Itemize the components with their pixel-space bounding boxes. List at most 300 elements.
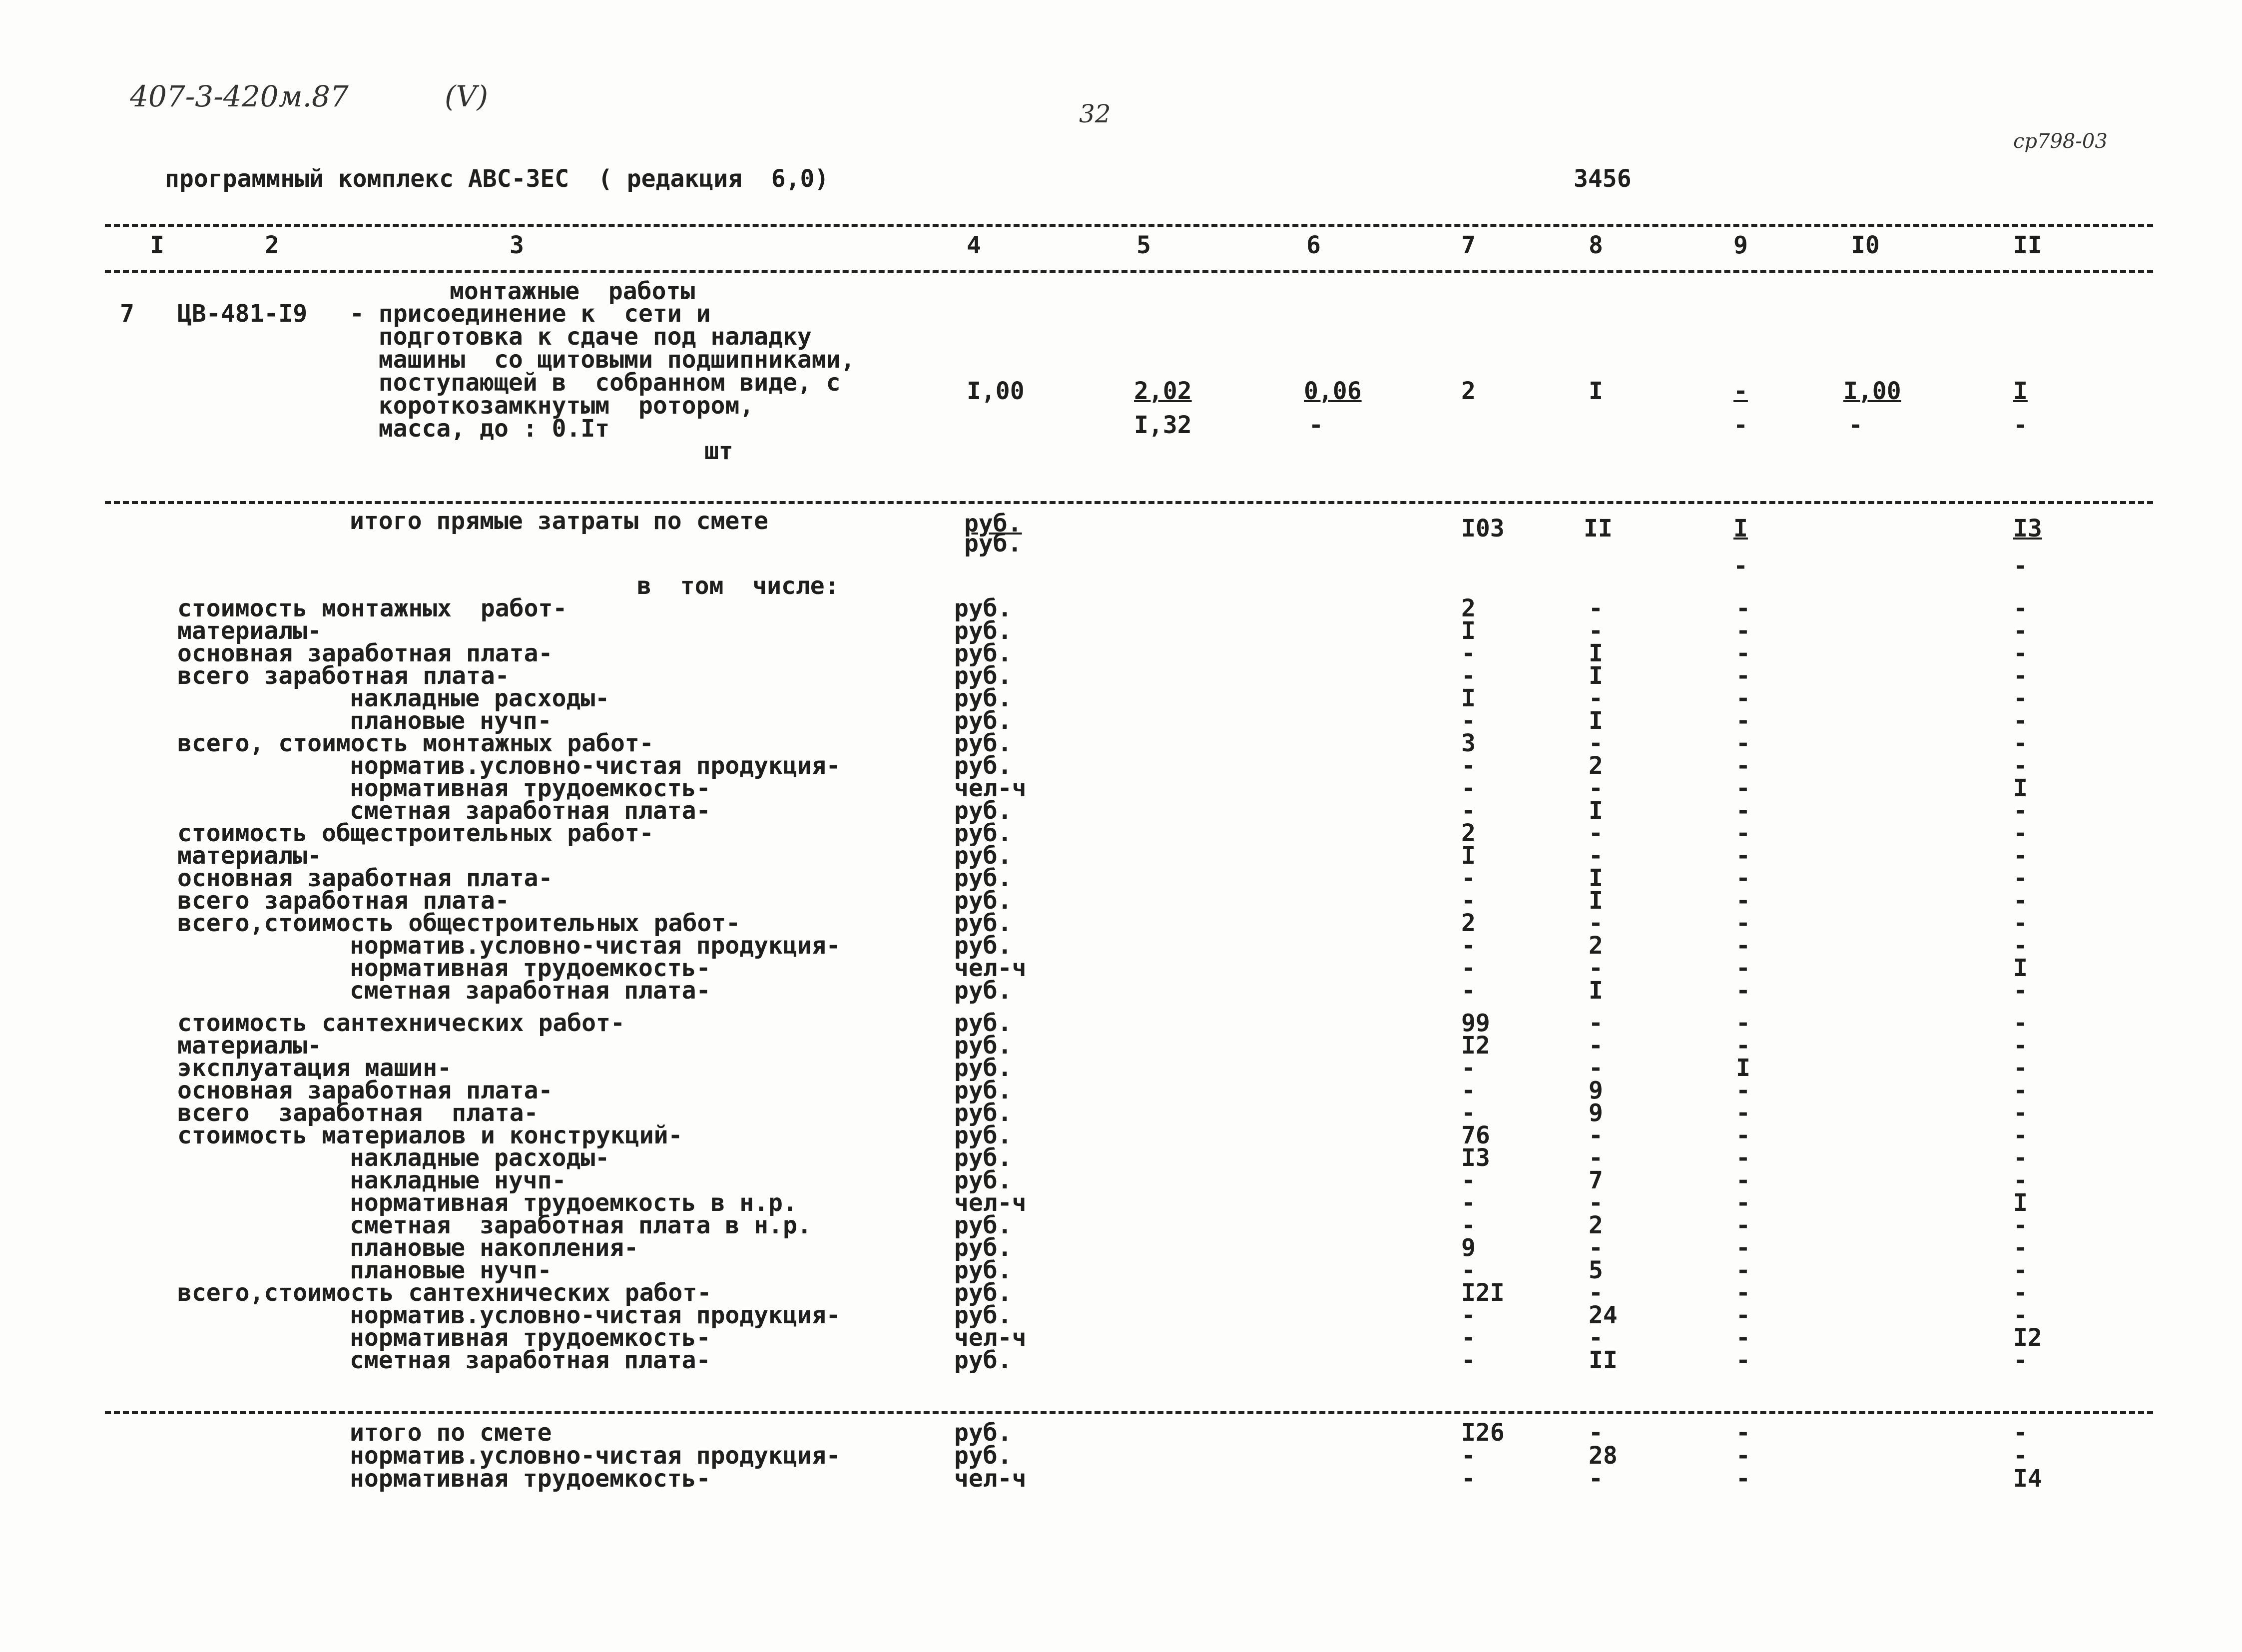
row-c9: - (1736, 707, 1750, 735)
row-c11: - (2013, 1301, 2028, 1329)
totals-label: нормативная трудоемкость- (350, 1465, 711, 1493)
row-unit: руб. (954, 1144, 1012, 1172)
column-number: 7 (1461, 231, 1476, 259)
revision-mark: (V) (445, 79, 489, 113)
row-unit: чел-ч (954, 1189, 1027, 1217)
totals-c11: I4 (2013, 1465, 2042, 1493)
row-c7: - (1461, 1077, 1476, 1104)
row-c7: - (1461, 639, 1476, 667)
row-unit: руб. (954, 909, 1012, 937)
column-number: 8 (1589, 231, 1603, 259)
row-c11: - (2013, 864, 2028, 892)
row-c7: 9 (1461, 1234, 1476, 1262)
item-description-line: короткозамкнутым ротором, (350, 392, 754, 420)
row-c7: - (1461, 707, 1476, 735)
row-label: всего заработная плата- (177, 662, 510, 690)
row-c9: - (1736, 1301, 1750, 1329)
direct-total-c8: II (1584, 515, 1613, 543)
column-number: 5 (1136, 231, 1151, 259)
table-row (0, 1009, 2242, 1037)
row-c9: - (1736, 684, 1750, 712)
row-c11: - (2013, 842, 2028, 870)
table-row (0, 1346, 2242, 1374)
row-unit: руб. (954, 1099, 1012, 1127)
row-label: всего заработная плата- (177, 887, 510, 915)
row-c9: - (1736, 1189, 1750, 1217)
row-label: накладные расходы- (350, 1144, 610, 1172)
column-number: II (2013, 231, 2042, 259)
item-c6-top: 0,06 (1304, 377, 1362, 405)
row-c8: - (1589, 1324, 1603, 1352)
row-c8: - (1589, 1121, 1603, 1149)
row-c8: 2 (1589, 752, 1603, 780)
including-caption: в том числе: (637, 572, 839, 600)
row-c7: - (1461, 932, 1476, 960)
row-c9: I (1736, 1054, 1750, 1082)
row-c8: - (1589, 1054, 1603, 1082)
table-row (0, 752, 2242, 780)
row-c7: 3 (1461, 729, 1476, 757)
row-unit: руб. (954, 932, 1012, 960)
row-unit: руб. (954, 887, 1012, 915)
row-unit: руб. (954, 1009, 1012, 1037)
totals-c7: - (1461, 1465, 1476, 1493)
row-label: материалы- (177, 1032, 322, 1060)
totals-c11: - (2013, 1442, 2028, 1470)
column-number: I (150, 231, 164, 259)
row-c8: I (1589, 639, 1603, 667)
row-c11: - (2013, 1279, 2028, 1307)
row-c7: - (1461, 774, 1476, 802)
row-unit: руб. (954, 1256, 1012, 1284)
row-label: норматив.условно-чистая продукция- (350, 1301, 841, 1329)
item-qty: I,00 (967, 377, 1025, 405)
row-unit: руб. (954, 819, 1012, 847)
item-c11-top: I (2013, 377, 2028, 405)
table-row (0, 1324, 2242, 1352)
item-title: монтажные работы (450, 277, 695, 305)
row-c11: - (2013, 887, 2028, 915)
totals-c7: I26 (1461, 1419, 1505, 1447)
column-number: 2 (265, 231, 279, 259)
item-description-line: подготовка к сдаче под наладку (350, 323, 812, 351)
table-row (0, 909, 2242, 937)
row-label: накладные расходы- (350, 684, 610, 712)
row-c7: I (1461, 842, 1476, 870)
row-label: сметная заработная плата- (350, 977, 711, 1005)
row-c9: - (1736, 774, 1750, 802)
row-c8: I (1589, 797, 1603, 825)
row-c11: - (2013, 684, 2028, 712)
row-c7: 2 (1461, 594, 1476, 622)
row-c9: - (1736, 842, 1750, 870)
row-unit: руб. (954, 1211, 1012, 1239)
row-c8: - (1589, 684, 1603, 712)
row-c7: - (1461, 1324, 1476, 1352)
row-unit: чел-ч (954, 774, 1027, 802)
row-c9: - (1736, 864, 1750, 892)
row-c11: - (2013, 977, 2028, 1005)
row-unit: руб. (954, 1032, 1012, 1060)
row-label: норматив.условно-чистая продукция- (350, 932, 841, 960)
row-label: стоимость монтажных работ- (177, 594, 567, 622)
item-c5-bottom: I,32 (1134, 411, 1192, 439)
row-c7: I2 (1461, 1032, 1490, 1060)
table-row (0, 1211, 2242, 1239)
row-c11: - (2013, 797, 2028, 825)
row-label: нормативная трудоемкость- (350, 954, 711, 982)
row-c7: I (1461, 684, 1476, 712)
row-unit: руб. (954, 1234, 1012, 1262)
table-row (0, 774, 2242, 802)
row-label: плановые накопления- (350, 1234, 638, 1262)
row-unit: руб. (954, 639, 1012, 667)
row-c9: - (1736, 639, 1750, 667)
row-unit: руб. (954, 617, 1012, 645)
row-c8: - (1589, 1234, 1603, 1262)
row-unit: руб. (954, 594, 1012, 622)
item-c10-bottom: - (1848, 411, 1863, 439)
row-c8: - (1589, 954, 1603, 982)
row-c9: - (1736, 1256, 1750, 1284)
totals-c7: - (1461, 1442, 1476, 1470)
row-c7: - (1461, 1256, 1476, 1284)
row-c11: - (2013, 639, 2028, 667)
row-c7: - (1461, 1189, 1476, 1217)
row-c11: I (2013, 774, 2028, 802)
row-c11: - (2013, 707, 2028, 735)
row-c11: - (2013, 752, 2028, 780)
table-row (0, 1234, 2242, 1262)
totals-row (0, 1442, 2242, 1470)
row-c9: - (1736, 1009, 1750, 1037)
table-row (0, 932, 2242, 960)
table-row (0, 1189, 2242, 1217)
row-c7: - (1461, 864, 1476, 892)
document-number: 3456 (1574, 165, 1632, 193)
row-c11: - (2013, 909, 2028, 937)
item-c11-bottom: - (2013, 411, 2028, 439)
row-c11: - (2013, 1256, 2028, 1284)
row-unit: руб. (954, 684, 1012, 712)
row-c7: - (1461, 1346, 1476, 1374)
row-c11: - (2013, 1099, 2028, 1127)
table-row (0, 1144, 2242, 1172)
row-c8: I (1589, 707, 1603, 735)
row-c8: - (1589, 729, 1603, 757)
row-c8: 5 (1589, 1256, 1603, 1284)
row-c11: I (2013, 1189, 2028, 1217)
item-c10-top: I,00 (1843, 377, 1901, 405)
totals-c8: - (1589, 1465, 1603, 1493)
item-number: 7 (120, 300, 134, 328)
row-label: плановые нучп- (350, 1256, 552, 1284)
table-row (0, 1166, 2242, 1194)
row-c8: - (1589, 1009, 1603, 1037)
stamp-code: ср798-03 (2013, 130, 2108, 153)
table-row (0, 819, 2242, 847)
totals-unit: чел-ч (954, 1465, 1027, 1493)
row-c9: - (1736, 662, 1750, 690)
row-unit: руб. (954, 1301, 1012, 1329)
program-title: программный комплекс АВС-3ЕС ( редакция 6,0) (165, 165, 829, 193)
row-c11: - (2013, 1211, 2028, 1239)
row-c8: - (1589, 1189, 1603, 1217)
row-c7: 76 (1461, 1121, 1490, 1149)
row-c11: I2 (2013, 1324, 2042, 1352)
row-c7: I2I (1461, 1279, 1505, 1307)
row-c9: - (1736, 752, 1750, 780)
row-c9: - (1736, 954, 1750, 982)
row-unit: руб. (954, 1279, 1012, 1307)
row-c9: - (1736, 1279, 1750, 1307)
row-c7: - (1461, 887, 1476, 915)
table-row (0, 1279, 2242, 1307)
row-c8: II (1589, 1346, 1618, 1374)
row-unit: руб. (954, 864, 1012, 892)
table-row (0, 1121, 2242, 1149)
row-c9: - (1736, 1099, 1750, 1127)
row-c11: - (2013, 1077, 2028, 1104)
row-c9: - (1736, 1166, 1750, 1194)
row-c7: I (1461, 617, 1476, 645)
row-unit: руб. (954, 977, 1012, 1005)
row-label: накладные нучп- (350, 1166, 566, 1194)
row-label: основная заработная плата- (177, 1077, 553, 1104)
direct-total-label: итого прямые затраты по смете (350, 507, 769, 535)
row-label: всего заработная плата- (177, 1099, 539, 1127)
row-label: всего,стоимость общестроительных работ- (177, 909, 741, 937)
row-c9: - (1736, 1234, 1750, 1262)
row-c9: - (1736, 1324, 1750, 1352)
totals-c8: 28 (1589, 1442, 1618, 1470)
row-c7: 2 (1461, 909, 1476, 937)
row-c7: - (1461, 797, 1476, 825)
direct-total-c9-bottom: - (1733, 552, 1748, 580)
column-number: 4 (967, 231, 981, 259)
row-c8: 2 (1589, 1211, 1603, 1239)
item-description-line: масса, до : 0.Iт (350, 415, 610, 443)
row-label: нормативная трудоемкость в н.р. (350, 1189, 797, 1217)
row-label: материалы- (177, 842, 322, 870)
row-c8: - (1589, 1032, 1603, 1060)
row-label: стоимость сантехнических работ- (177, 1009, 625, 1037)
item-code: ЦВ-481-I9 (177, 300, 308, 328)
item-c6-bottom: - (1309, 411, 1323, 439)
direct-total-c7: I03 (1461, 515, 1505, 543)
table-row (0, 1301, 2242, 1329)
row-unit: руб. (954, 752, 1012, 780)
row-label: сметная заработная плата в н.р. (350, 1211, 812, 1239)
row-c7: I3 (1461, 1144, 1490, 1172)
row-c11: - (2013, 662, 2028, 690)
row-c9: - (1736, 797, 1750, 825)
table-row (0, 594, 2242, 622)
row-c7: - (1461, 1301, 1476, 1329)
row-c8: I (1589, 977, 1603, 1005)
row-c8: 2 (1589, 932, 1603, 960)
column-number: I0 (1851, 231, 1880, 259)
row-c8: 9 (1589, 1077, 1603, 1104)
row-label: сметная заработная плата- (350, 1346, 711, 1374)
column-number: 6 (1306, 231, 1321, 259)
row-c7: - (1461, 1054, 1476, 1082)
row-c7: - (1461, 1166, 1476, 1194)
row-label: сметная заработная плата- (350, 797, 711, 825)
row-label: эксплуатация машин- (177, 1054, 452, 1082)
direct-total-c11: I3 (2013, 515, 2042, 543)
row-c9: - (1736, 887, 1750, 915)
totals-c9: - (1736, 1419, 1750, 1447)
row-c9: - (1736, 932, 1750, 960)
row-c8: 24 (1589, 1301, 1618, 1329)
row-c8: - (1589, 594, 1603, 622)
rule-top (105, 224, 2153, 227)
row-c7: - (1461, 1099, 1476, 1127)
row-c7: - (1461, 752, 1476, 780)
row-unit: руб. (954, 1054, 1012, 1082)
row-c11: - (2013, 1121, 2028, 1149)
page-number: 32 (1079, 99, 1111, 128)
row-c8: - (1589, 842, 1603, 870)
totals-row (0, 1465, 2242, 1493)
row-c9: - (1736, 819, 1750, 847)
totals-c9: - (1736, 1465, 1750, 1493)
rule-totals (105, 1411, 2153, 1414)
row-c9: - (1736, 1144, 1750, 1172)
row-c11: I (2013, 954, 2028, 982)
row-c9: - (1736, 1346, 1750, 1374)
totals-c11: - (2013, 1419, 2028, 1447)
row-unit: руб. (954, 1121, 1012, 1149)
row-unit: руб. (954, 842, 1012, 870)
row-c9: - (1736, 617, 1750, 645)
row-label: норматив.условно-чистая продукция- (350, 752, 841, 780)
row-c8: I (1589, 864, 1603, 892)
totals-label: итого по смете (350, 1419, 552, 1447)
row-c11: - (2013, 594, 2028, 622)
row-unit: чел-ч (954, 954, 1027, 982)
row-unit: чел-ч (954, 1324, 1027, 1352)
row-c9: - (1736, 1121, 1750, 1149)
row-c8: - (1589, 819, 1603, 847)
row-c7: 2 (1461, 819, 1476, 847)
totals-unit: руб. (954, 1419, 1012, 1447)
row-label: основная заработная плата- (177, 639, 553, 667)
totals-unit: руб. (954, 1442, 1012, 1470)
row-c9: - (1736, 977, 1750, 1005)
totals-label: норматив.условно-чистая продукция- (350, 1442, 841, 1470)
table-row (0, 662, 2242, 690)
row-c7: 99 (1461, 1009, 1490, 1037)
row-c9: - (1736, 1077, 1750, 1104)
item-c9-top: - (1733, 377, 1748, 405)
item-c5-top: 2,02 (1134, 377, 1192, 405)
row-label: основная заработная плата- (177, 864, 553, 892)
rule-header-bottom (105, 270, 2153, 273)
row-label: плановые нучп- (350, 707, 552, 735)
column-number: 3 (510, 231, 524, 259)
row-c8: - (1589, 617, 1603, 645)
row-c11: - (2013, 617, 2028, 645)
row-c11: - (2013, 1346, 2028, 1374)
row-c8: - (1589, 1279, 1603, 1307)
row-label: стоимость материалов и конструкций- (177, 1121, 683, 1149)
row-c8: I (1589, 887, 1603, 915)
totals-c8: - (1589, 1419, 1603, 1447)
row-c11: - (2013, 1009, 2028, 1037)
totals-row (0, 1419, 2242, 1447)
item-c8: I (1589, 377, 1603, 405)
row-c9: - (1736, 729, 1750, 757)
row-c7: - (1461, 1211, 1476, 1239)
row-c7: - (1461, 954, 1476, 982)
direct-total-unit-bottom: руб. (964, 530, 1022, 557)
row-c8: I (1589, 662, 1603, 690)
item-description-line: поступающей в собранном виде, с (350, 369, 841, 397)
direct-total-c9: I (1733, 515, 1748, 543)
row-c8: - (1589, 909, 1603, 937)
row-c11: - (2013, 1054, 2028, 1082)
row-unit: руб. (954, 707, 1012, 735)
row-label: нормативная трудоемкость- (350, 774, 711, 802)
row-c7: - (1461, 662, 1476, 690)
rule-direct-total (105, 501, 2153, 504)
row-c8: - (1589, 1144, 1603, 1172)
row-c8: - (1589, 774, 1603, 802)
row-unit: руб. (954, 729, 1012, 757)
row-label: всего,стоимость сантехнических работ- (177, 1279, 712, 1307)
item-unit: шт (704, 437, 733, 465)
item-c7: 2 (1461, 377, 1476, 405)
row-c9: - (1736, 594, 1750, 622)
row-unit: руб. (954, 1346, 1012, 1374)
row-label: всего, стоимость монтажных работ- (177, 729, 654, 757)
table-row (0, 954, 2242, 982)
row-label: нормативная трудоемкость- (350, 1324, 711, 1352)
project-code: 407-3-420м.87 (130, 79, 349, 113)
row-c11: - (2013, 932, 2028, 960)
row-c11: - (2013, 1144, 2028, 1172)
direct-total-c11-bottom: - (2013, 552, 2028, 580)
item-description-line: - присоединение к сети и (350, 300, 711, 328)
direct-total-unit-top: руб. (964, 510, 1022, 538)
row-unit: руб. (954, 1077, 1012, 1104)
row-unit: руб. (954, 797, 1012, 825)
row-c9: - (1736, 909, 1750, 937)
row-c11: - (2013, 729, 2028, 757)
table-row (0, 684, 2242, 712)
row-unit: руб. (954, 662, 1012, 690)
row-c7: - (1461, 977, 1476, 1005)
row-label: стоимость общестроительных работ- (177, 819, 654, 847)
table-row (0, 729, 2242, 757)
row-c11: - (2013, 1234, 2028, 1262)
row-label: материалы- (177, 617, 322, 645)
totals-c9: - (1736, 1442, 1750, 1470)
row-c11: - (2013, 1032, 2028, 1060)
row-c8: 7 (1589, 1166, 1603, 1194)
column-header-row (0, 231, 2242, 259)
row-c11: - (2013, 819, 2028, 847)
row-c8: 9 (1589, 1099, 1603, 1127)
row-c9: - (1736, 1032, 1750, 1060)
item-description-line: машины со щитовыми подшипниками, (350, 346, 855, 374)
item-c9-bottom: - (1733, 411, 1748, 439)
column-number: 9 (1733, 231, 1748, 259)
table-row (0, 977, 2242, 1005)
row-unit: руб. (954, 1166, 1012, 1194)
